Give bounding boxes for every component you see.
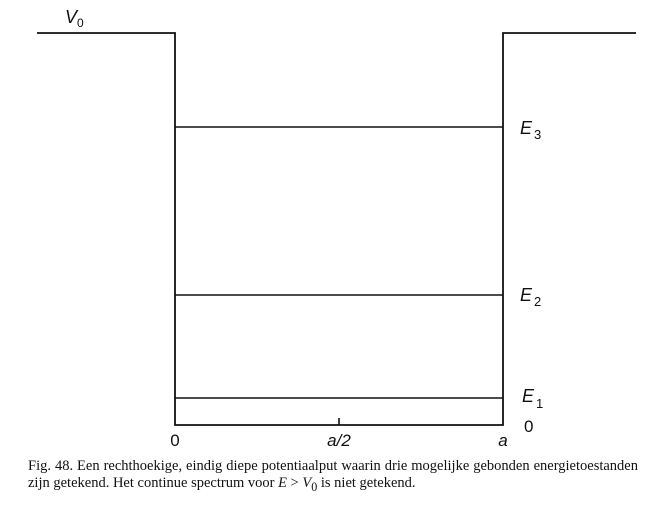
zero-energy-label: 0 [524,417,534,436]
caption-relation: > [286,475,303,491]
x-tick-label-a: a [498,431,508,450]
caption-var-e: E [278,475,287,491]
figure-caption [28,458,638,496]
x-tick-label-0: 0 [170,431,180,450]
x-tick-label-half: a/2 [327,431,351,450]
caption-text-2: is niet getekend. [317,475,416,491]
caption-text-1: Fig. 48. Een rechthoekige, eindig diepe potentiaalput waarin drie mogelijke gebonden energietoestanden zijn getekend. Het continue spectrum voor [28,458,638,491]
level-label-e2: E $_2$ [520,285,542,309]
level-label-e1: E $_1$ [522,386,544,411]
well-outline [37,33,636,425]
caption-var-v: V [302,475,312,491]
level-label-e3: E $_3$ [520,118,542,142]
potential-label: $V_0$ [65,7,84,30]
caption-var-v-sub: 0 [311,479,318,494]
